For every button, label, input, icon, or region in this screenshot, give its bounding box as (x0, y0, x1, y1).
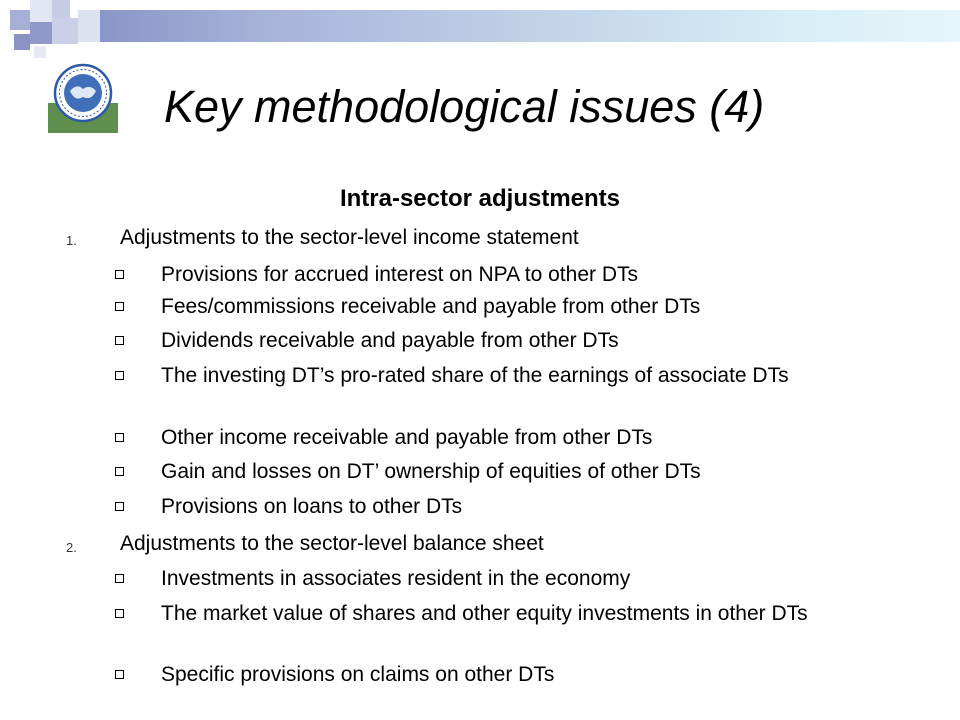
square-bullet-icon (115, 670, 124, 679)
square-bullet-icon (115, 574, 124, 583)
list-number: 2. (66, 540, 77, 555)
list-item: Other income receivable and payable from other DTs (161, 426, 653, 449)
list-item: The market value of shares and other equity investments in other DTs (161, 602, 808, 625)
list-item: Investments in associates resident in the economy (161, 567, 631, 590)
list-item: The investing DT’s pro-rated share of the earnings of associate DTs (161, 364, 789, 387)
page-title: Key methodological issues (4) (164, 81, 765, 132)
list-heading: Adjustments to the sector-level income statement (120, 226, 579, 249)
list-item: Specific provisions on claims on other DTs (161, 663, 555, 686)
square-bullet-icon (115, 433, 124, 442)
list-heading: Adjustments to the sector-level balance sheet (120, 532, 544, 555)
square-bullet-icon (115, 336, 124, 345)
list-item: Provisions on loans to other DTs (161, 495, 463, 518)
square-bullet-icon (115, 467, 124, 476)
square-bullet-icon (115, 609, 124, 618)
list-item: Dividends receivable and payable from other DTs (161, 329, 619, 352)
square-bullet-icon (115, 371, 124, 380)
square-bullet-icon (115, 502, 124, 511)
list-item: Provisions for accrued interest on NPA to other DTs (161, 263, 638, 286)
square-bullet-icon (115, 302, 124, 311)
list-item: Gain and losses on DT’ ownership of equities of other DTs (161, 460, 701, 483)
list-number: 1. (66, 233, 77, 248)
list-item: Fees/commissions receivable and payable from other DTs (161, 295, 701, 318)
square-bullet-icon (115, 270, 124, 279)
section-heading: Intra-sector adjustments (339, 185, 621, 212)
